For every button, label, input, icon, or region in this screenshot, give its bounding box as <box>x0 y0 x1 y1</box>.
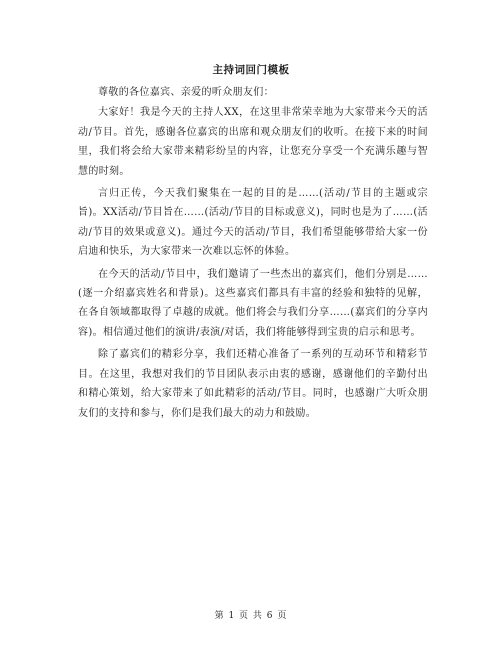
salutation-paragraph: 尊敬的各位嘉宾、亲爱的听众朋友们： <box>98 87 274 98</box>
guests-paragraph: 在今天的活动/节目中，我们邀请了一些杰出的嘉宾们，他们分别是……(逐一介绍嘉宾姓名和背景)。这些嘉宾们都具有丰富的经验和独特的见解，在各自领域都取得了卓越的成就。他们将会与我们分享……(嘉宾们的分享内容)。相信通过他们的演讲/表演/对话，我们将能够得到宝贵的启示和思考。 <box>78 268 428 338</box>
opening-paragraph: 大家好！我是今天的主持人XX，在这里非常荣幸地为大家带来今天的活动/节目。首先，感谢各位嘉宾的出席和观众朋友们的收听。在接下来的时间里，我们将会给大家带来精彩纷呈的内容，让您充分享受一个充满乐趣与智慧的时刻。 <box>78 107 428 177</box>
document-title: 主持词回门模板 <box>212 64 290 76</box>
thanks-paragraph: 除了嘉宾们的精彩分享，我们还精心准备了一系列的互动环节和精彩节目。在这里，我想对我们的节目团队表示由衷的感谢，感谢他们的辛勤付出和精心策划，给大家带来了如此精彩的活动/节目。同时，也感谢广大听众朋友们的支持和参与，你们是我们最大的动力和鼓励。 <box>78 349 428 419</box>
page-footer: 第 1 页 共 6 页 <box>214 611 288 621</box>
purpose-paragraph: 言归正传，今天我们聚集在一起的目的是……(活动/节目的主题或宗旨)。XX活动/节目旨在……(活动/节目的目标或意义)，同时也是为了……(活动/节目的效果或意义)。通过今天的活动/节目，我们希望能够带给大家一份启迪和快乐，为大家带来一次难以忘怀的体验。 <box>78 188 428 258</box>
document-body <box>78 83 428 426</box>
